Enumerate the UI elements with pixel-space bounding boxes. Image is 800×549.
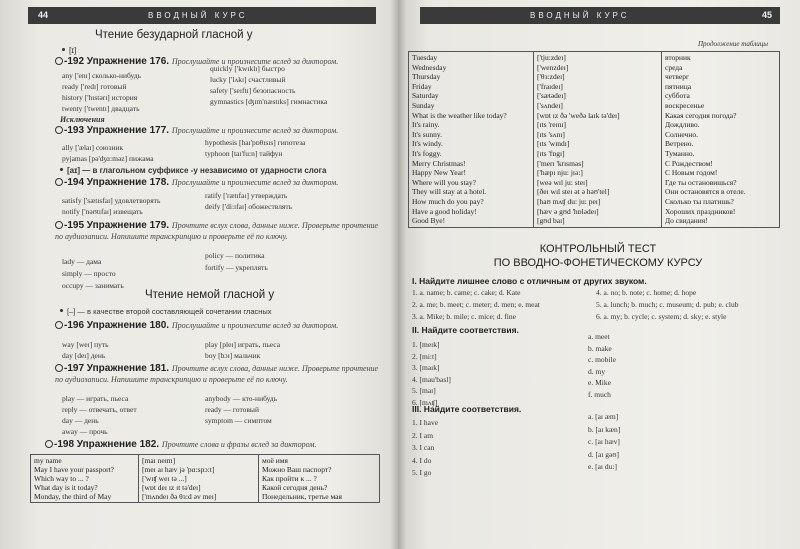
- right-page-number: 45: [761, 10, 772, 20]
- item-options: a. no; b. note; c. home; d. hope: [603, 288, 697, 297]
- table-cell: They will stay at a hotel.: [412, 187, 487, 197]
- table-cell: [ɪts 'wɪndɪ]: [537, 139, 570, 149]
- table-cell: суббота: [665, 91, 690, 101]
- test-item: 4. [mau'basl]: [412, 374, 451, 384]
- table-cell: воскресенье: [665, 100, 705, 110]
- test-item: 4. I do: [412, 455, 432, 465]
- table-cell: Which way to ... ?: [34, 474, 89, 483]
- right-running-title: ВВОДНЫЙ КУРС: [530, 11, 630, 20]
- word-item: twenty ['twentɪ] двадцать: [62, 104, 140, 113]
- rule-sound-i: [62, 46, 76, 55]
- word-item: lucky ['lʌkɪ] счастливый: [210, 75, 286, 84]
- table-cell: [meɪ aɪ hæv jə 'pɑ:spɔ:t]: [142, 465, 215, 474]
- exercise-label: Упражнение 182.: [76, 439, 160, 450]
- table-cell: [ɪts 'sʌnɪ]: [537, 129, 565, 139]
- exercise-instruction: Прочтите вслух слова, данные ниже. Проверьте прочтение по аудиозаписи. Напишите транскрипцию и проверьте её по ключу.: [55, 221, 379, 241]
- exercise-179: [55, 220, 385, 242]
- table-cell: ['wɪʧ weɪ tə ...]: [142, 474, 187, 483]
- test-item: [596, 299, 738, 311]
- test-item: d. [aɪ gəʊ]: [588, 449, 619, 459]
- test-section-1-left: [412, 287, 540, 323]
- table-cell: my name: [34, 456, 62, 465]
- word-list-180-right: [205, 339, 280, 361]
- test-item: [596, 311, 738, 323]
- test-section-2-left: [412, 339, 451, 408]
- audio-disc-icon: [55, 221, 63, 229]
- word-item: simply — просто: [62, 269, 116, 278]
- audio-disc-icon: [55, 57, 63, 65]
- right-page-header: [420, 7, 780, 24]
- word-list-176-right: [210, 63, 327, 107]
- test-item: e. Mike: [588, 378, 611, 387]
- track-number: -192: [64, 56, 85, 67]
- table-cell: Какая сегодня погода?: [665, 110, 737, 120]
- word-item: policy — политика: [205, 251, 265, 260]
- table-cell: [ɪts 'fɒgɪ]: [537, 148, 565, 158]
- table-cell: It's foggy.: [412, 148, 442, 158]
- table-cell: Monday, the third of May: [34, 492, 112, 501]
- table-cell: Merry Christmas!: [412, 158, 466, 168]
- exercise-label: Упражнение 179.: [86, 220, 170, 231]
- table-cell: [weə wɪl ju: steɪ]: [537, 177, 588, 187]
- item-options: a. my; b. cycle; c. system; d. sky; e. style: [603, 312, 727, 321]
- test-item: f. much: [588, 389, 611, 399]
- audio-disc-icon: [45, 440, 53, 448]
- test-section-1-heading: I. Найдите лишнее слово с отличным от других звуком.: [412, 276, 647, 286]
- word-list-179-right: [205, 250, 268, 274]
- test-section-3-right: [588, 411, 620, 474]
- table-cell: ['sʌndeɪ]: [537, 100, 563, 110]
- test-item: b. [aɪ kæn]: [588, 424, 621, 434]
- test-item: [412, 299, 540, 311]
- item-options: a. lunch; b. much; c. museum; d. pub; e. club: [603, 300, 739, 309]
- test-item: a. [aɪ æm]: [588, 412, 619, 421]
- table-cell: Можно Ваш паспорт?: [262, 465, 332, 474]
- table-cell: Ветрено.: [665, 139, 694, 149]
- rule-sound-ai: [60, 166, 326, 175]
- word-item: day — день: [62, 416, 99, 425]
- table-cell: Where will you stay?: [412, 177, 476, 187]
- word-list-181-left: [62, 393, 137, 437]
- word-list-178-left: [62, 195, 160, 217]
- test-item: 3. [maɪk]: [412, 363, 440, 372]
- exercise-instruction: Прослушайте и произнесите вслед за диктором.: [171, 321, 339, 330]
- item-options: a. me; b. meet; c. meter; d. men; e. meat: [419, 300, 540, 309]
- right-page: [398, 0, 800, 549]
- word-item: pyjamas [pə'ʤɑ:məz] пижама: [62, 154, 154, 163]
- table-cell: До свидания!: [665, 216, 708, 226]
- test-item: 5. [maɪ]: [412, 386, 436, 395]
- word-item: lady — дама: [62, 257, 102, 266]
- word-item: day [deɪ] день: [62, 351, 106, 360]
- table-cell: Где ты остановишься?: [665, 177, 737, 187]
- table-cell: Понедельник, третье мая: [262, 492, 342, 501]
- section-title-unstressed-y: Чтение безударной гласной у: [95, 29, 253, 41]
- test-item: c. [aɪ hæv]: [588, 437, 620, 446]
- table-col-transcription: [534, 52, 662, 228]
- word-item: deify ['di:ɪfaɪ] обожествлять: [205, 202, 293, 211]
- left-page-header: [28, 7, 376, 24]
- table-continued-note: Продолжение таблицы: [698, 40, 769, 48]
- rule-text: [–] — в качестве второй составляющей сочетании гласных: [67, 307, 272, 316]
- table-col-russian: [259, 455, 380, 503]
- test-item: a. meet: [588, 332, 610, 341]
- table-cell: What day is it today?: [34, 483, 98, 492]
- rule-text: [ɪ]: [69, 46, 77, 55]
- table-cell: Как пройти к ... ?: [262, 474, 317, 483]
- table-cell: May I have your passport?: [34, 465, 114, 474]
- table-cell: ['θɜ:zdeɪ]: [537, 72, 565, 82]
- left-page-number: 44: [38, 10, 49, 20]
- word-item: gymnastics [ʤɪm'næstɪks] гимнастика: [210, 97, 328, 106]
- left-page: [0, 0, 398, 549]
- word-list-177-right: [205, 137, 305, 159]
- exercise-instruction: Прочтите вслух слова, данные ниже. Проверьте прочтение по аудиозаписи. Напишите транскрипцию и проверьте её по ключу.: [55, 364, 379, 384]
- word-item: way [weɪ] путь: [62, 340, 109, 349]
- table-cell: [ɪts 'reɪnɪ]: [537, 120, 567, 130]
- track-number: -196: [64, 320, 85, 331]
- word-list-178-right: [205, 190, 292, 212]
- track-number: -195: [64, 220, 85, 231]
- word-item: satisfy ['sætɪsfaɪ] удовлетворять: [62, 196, 161, 205]
- bullet-icon: [62, 48, 65, 51]
- test-item: c. mobile: [588, 355, 616, 364]
- item-number: 4.: [596, 288, 602, 297]
- test-title: КОНТРОЛЬНЫЙ ТЕСТ: [539, 243, 657, 255]
- word-item: reply — отвечать, ответ: [62, 405, 137, 414]
- word-list-177-left: [62, 142, 154, 164]
- table-cell: [gʊd baɪ]: [537, 216, 565, 226]
- table-cell: вторник: [665, 53, 691, 62]
- audio-disc-icon: [55, 178, 63, 186]
- word-item: safety ['seɪftɪ] безопасность: [210, 86, 296, 95]
- exercise-instruction: Прослушайте и произнесите вслед за диктором.: [171, 178, 339, 187]
- table-cell: ['merɪ 'krɪsməs]: [537, 158, 584, 168]
- table-cell: Они остановятся в отеле.: [665, 187, 746, 197]
- test-item: b. make: [588, 343, 612, 353]
- item-number: 1.: [412, 288, 418, 297]
- bullet-icon: [60, 168, 63, 171]
- test-item: [412, 311, 540, 323]
- table-cell: Сколько ты платишь?: [665, 196, 734, 206]
- exercise-178: [55, 177, 338, 188]
- word-list-176-left: [62, 70, 141, 114]
- word-item: anybody — кто-нибудь: [205, 394, 278, 403]
- test-item: 6. [mʌʧ]: [412, 397, 438, 407]
- word-item: ready ['redɪ] готовый: [62, 82, 127, 91]
- exercise-label: Упражнение 178.: [86, 177, 170, 188]
- exercise-177: [55, 125, 338, 136]
- audio-disc-icon: [55, 126, 63, 134]
- table-col-transcription: [139, 455, 259, 503]
- table-cell: Дождливо.: [665, 120, 700, 130]
- exercise-instruction: Прослушайте и произнесите вслед за диктором.: [171, 126, 339, 135]
- table-cell: Sunday: [412, 100, 435, 110]
- table-cell: ['wenzdeɪ]: [537, 62, 569, 72]
- table-cell: моё имя: [262, 456, 288, 465]
- test-item: 5. I go: [412, 468, 432, 477]
- table-cell: Good Bye!: [412, 216, 446, 226]
- book-gutter-shadow: [390, 0, 406, 549]
- test-item: d. my: [588, 366, 606, 376]
- word-item: occupy — занимать: [62, 281, 124, 290]
- item-options: a. Mike; b. mile; c. mice; d. fine: [419, 312, 516, 321]
- table-cell: ['sætədeɪ]: [537, 91, 566, 101]
- table-cell: четверг: [665, 72, 690, 82]
- table-cell: [wɒt deɪ ɪz ɪt tə'deɪ]: [142, 483, 201, 492]
- rule-silent-y: [60, 307, 272, 316]
- phrases-table-182: [30, 454, 380, 503]
- table-col-english: [409, 52, 534, 228]
- word-item: quickly ['kwɪklɪ] быстро: [210, 64, 285, 73]
- table-cell: What is the weather like today?: [412, 110, 507, 120]
- test-item: [596, 287, 738, 299]
- table-cell: It's windy.: [412, 139, 443, 149]
- test-item: 1. [meɪk]: [412, 340, 440, 349]
- exercise-182: [45, 439, 316, 450]
- word-list-179-left: [62, 256, 124, 292]
- audio-disc-icon: [55, 321, 63, 329]
- table-cell: С Рождеством!: [665, 158, 713, 168]
- item-options: a. name; b. came; c. cake; d. Kate: [419, 288, 521, 297]
- word-item: play — играть, пьеса: [62, 394, 129, 403]
- table-cell: How much do you pay?: [412, 196, 484, 206]
- exercise-181: [55, 363, 385, 385]
- table-cell: It's sunny.: [412, 129, 443, 139]
- track-number: -194: [64, 177, 85, 188]
- exercise-instruction: Прочтите слова и фразы вслед за диктором.: [161, 440, 317, 449]
- table-cell: Friday: [412, 81, 432, 91]
- test-item: e. [aɪ du:]: [588, 462, 617, 471]
- item-number: 6.: [596, 312, 602, 321]
- table-cell: Хороших праздников!: [665, 206, 736, 216]
- test-item: 3. I can: [412, 443, 435, 452]
- word-item: symptom — симптом: [205, 416, 272, 425]
- table-cell: [maɪ neɪm]: [142, 456, 176, 465]
- phrases-table-continued: [408, 51, 780, 228]
- table-cell: Have a good holiday!: [412, 206, 477, 216]
- word-item: play [pleɪ] играть, пьеса: [205, 340, 281, 349]
- item-number: 5.: [596, 300, 602, 309]
- test-item: 2. I am: [412, 430, 434, 440]
- word-item: notify ['nəʊtɪfaɪ] извещать: [62, 207, 143, 216]
- exceptions-heading: Исключения: [60, 115, 105, 124]
- test-item: 1. I have: [412, 418, 439, 427]
- table-cell: Thursday: [412, 72, 441, 82]
- track-number: -193: [64, 125, 85, 136]
- track-number: -198: [54, 439, 75, 450]
- table-cell: Туманно.: [665, 148, 695, 158]
- test-section-2-heading: II. Найдите соответствия.: [412, 325, 519, 335]
- table-cell: ['fraɪdeɪ]: [537, 81, 563, 91]
- item-number: 3.: [412, 312, 418, 321]
- word-item: fortify — укреплять: [205, 263, 268, 272]
- bullet-icon: [60, 309, 63, 312]
- item-number: 2.: [412, 300, 418, 309]
- exercise-label: Упражнение 181.: [86, 363, 170, 374]
- word-item: typhoon [taɪ'fu:n] тайфун: [205, 149, 283, 158]
- table-cell: Happy New Year!: [412, 168, 466, 178]
- word-item: ally ['ælaɪ] союзник: [62, 143, 124, 152]
- word-list-180-left: [62, 339, 109, 361]
- table-cell: It's rainy.: [412, 120, 440, 130]
- test-section-2-right: [588, 331, 616, 400]
- rule-text: [aɪ] — в глагольном суффиксе -y независимо от ударности слога: [67, 166, 327, 175]
- test-item: [412, 287, 540, 299]
- table-cell: ['tju:zdeɪ]: [537, 53, 566, 62]
- word-item: hypothesis [haɪ'pɒθɪsɪs] гипотеза: [205, 138, 306, 147]
- section-title-silent-y: Чтение немой гласной у: [145, 289, 275, 301]
- table-cell: [haʊ mʌʧ du: ju: peɪ]: [537, 196, 601, 206]
- word-item: history ['hɪstərɪ] история: [62, 93, 138, 102]
- exercise-label: Упражнение 177.: [86, 125, 170, 136]
- table-col-russian: [662, 52, 780, 228]
- table-cell: среда: [665, 62, 683, 72]
- table-cell: [wɒt ɪz ðə 'weðə laɪk tə'deɪ]: [537, 110, 620, 120]
- word-item: boy [bɔɪ] мальчик: [205, 351, 261, 360]
- test-subtitle: ПО ВВОДНО-ФОНЕТИЧЕСКОМУ КУРСУ: [493, 257, 703, 269]
- exercise-180: [55, 320, 338, 331]
- table-cell: [ðeɪ wɪl steɪ ət ə həʊ'tel]: [537, 187, 610, 197]
- table-cell: Tuesday: [412, 53, 438, 62]
- word-item: away — прочь: [62, 427, 108, 436]
- table-cell: Saturday: [412, 91, 439, 101]
- table-cell: Wednesday: [412, 62, 447, 72]
- table-cell: С Новым годом!: [665, 168, 718, 178]
- track-number: -197: [64, 363, 85, 374]
- test-section-1-right: [596, 287, 738, 323]
- audio-disc-icon: [55, 364, 63, 372]
- test-section-3-heading: III. Найдите соответствия.: [412, 404, 522, 414]
- test-item: 2. [mi:t]: [412, 351, 437, 361]
- left-running-title: ВВОДНЫЙ КУРС: [148, 11, 248, 20]
- table-cell: ['mʌndeɪ ðə θɜ:d əv meɪ]: [142, 492, 217, 501]
- table-cell: Какой сегодня день?: [262, 483, 328, 492]
- word-list-181-right: [205, 393, 277, 426]
- word-item: ratify ['rætɪfaɪ] утверждать: [205, 191, 288, 200]
- exercise-instruction: Прослушайте и произнесите вслед за диктором.: [171, 57, 339, 66]
- exercise-label: Упражнение 180.: [86, 320, 170, 331]
- test-section-3-left: [412, 417, 438, 480]
- table-cell: ['hæpɪ nju: jɪə:]: [537, 168, 583, 178]
- table-cell: Солнечно.: [665, 129, 698, 139]
- exercise-label: Упражнение 176.: [86, 56, 170, 67]
- table-cell: пятница: [665, 81, 692, 91]
- table-col-english: [31, 455, 139, 503]
- word-item: any ['enɪ] сколько-нибудь: [62, 71, 142, 80]
- word-item: ready — готовый: [205, 405, 259, 414]
- table-cell: [hæv ə gʊd 'hɒlədeɪ]: [537, 206, 599, 216]
